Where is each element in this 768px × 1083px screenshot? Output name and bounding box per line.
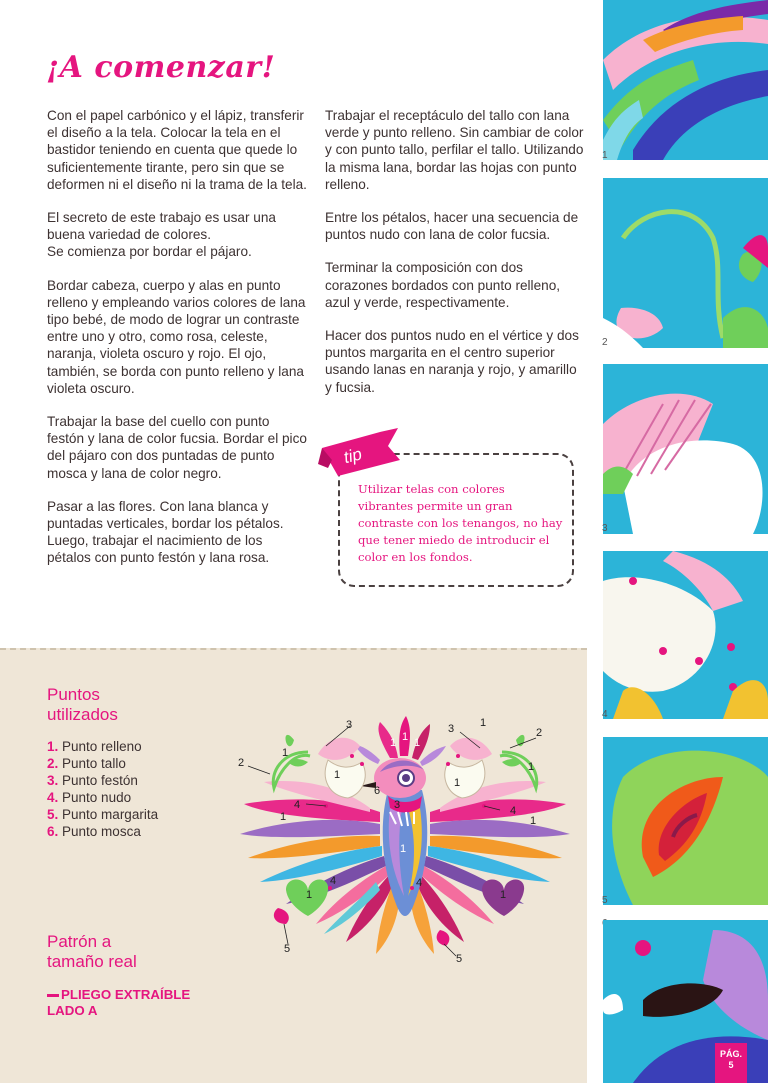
stitches-heading-line2: utilizados	[47, 705, 118, 724]
pattern-heading	[47, 932, 137, 972]
paragraph: El secreto de este trabajo es usar una buena variedad de colores.	[47, 210, 276, 243]
list-item: 6. Punto mosca	[47, 824, 141, 839]
bird-pattern-diagram	[230, 712, 580, 982]
label-4: 4	[510, 805, 517, 817]
label-1: 1	[280, 811, 287, 823]
left-wing	[240, 781, 400, 954]
paragraph: Pasar a las flores. Con lana blanca y puntadas verticales, bordar los pétalos. Luego, trabajar el nacimiento de los pétalos con punto festón y lana rosa.	[47, 498, 284, 566]
paragraph: Se comienza por bordar el pájaro.	[47, 244, 252, 260]
label-1: 1	[500, 889, 507, 901]
right-wing	[410, 781, 570, 954]
label-3: 3	[346, 719, 353, 731]
label-1: 1	[334, 769, 341, 781]
label-2: 2	[238, 757, 245, 769]
list-item: 5. Punto margarita	[47, 807, 159, 822]
label-1: 1	[414, 737, 421, 749]
tip-banner	[318, 426, 408, 482]
photo-number: 5	[602, 895, 608, 906]
photo-2-art	[603, 178, 768, 348]
label-5: 5	[284, 943, 291, 955]
label-1: 1	[282, 747, 289, 759]
right-margarita	[437, 930, 450, 946]
label-1: 1	[528, 761, 535, 773]
pattern-heading-line1: Patrón a	[47, 932, 112, 951]
list-item: 1. Punto relleno	[47, 739, 142, 754]
page-number-tab	[715, 1043, 747, 1083]
pattern-heading-line2: tamaño real	[47, 952, 137, 971]
list-item: 4. Punto nudo	[47, 790, 132, 805]
instructions-column-1	[47, 107, 309, 583]
list-item: 3. Punto festón	[47, 773, 138, 788]
photo-4	[603, 551, 768, 719]
label-5: 5	[456, 953, 463, 965]
label-2: 2	[536, 727, 543, 739]
pattern-insert-note: PLIEGO EXTRAÍBLE LADO A	[47, 987, 191, 1018]
list-item: 2. Punto tallo	[47, 756, 126, 771]
photo-strip	[587, 0, 768, 1083]
tip-label: tip	[341, 444, 364, 468]
label-1: 1	[530, 815, 537, 827]
left-margarita	[274, 908, 289, 924]
paragraph: Hacer dos puntos nudo en el vértice y dos puntos margarita en el centro superior usando lanas en naranja y rojo, y amarillo y fucsia.	[325, 328, 579, 395]
label-4: 4	[416, 877, 423, 889]
photo-number: 4	[602, 709, 608, 720]
instructions-column-2	[325, 107, 587, 412]
paragraph: Terminar la composición con dos corazones bordados con punto relleno, azul y verde, respectivamente.	[325, 260, 561, 310]
photo-1-art	[603, 0, 768, 160]
paragraph: Bordar cabeza, cuerpo y alas en punto relleno y empleando varios colores de lana tipo bebé, de modo de lograr un contraste entre uno y otro, como rosa, celeste, naranja, violeta oscuro y rojo. El ojo, también, se borda con punto relleno y lana violeta oscuro.	[47, 277, 306, 396]
paragraph: Trabajar el receptáculo del tallo con lana verde y punto relleno. Sin cambiar de color y con punto tallo, perfilar el tallo. Utilizando la misma lana, bordar las hojas con punto relleno.	[325, 108, 584, 192]
dash-icon	[47, 994, 59, 997]
label-3: 3	[448, 723, 455, 735]
label-3: 3	[394, 799, 401, 811]
photo-5-art	[603, 737, 768, 905]
photo-number: 1	[602, 150, 608, 161]
page-label: PÁG.	[719, 1049, 742, 1059]
label-4: 4	[330, 875, 337, 887]
photo-number: 2	[602, 337, 608, 348]
label-1: 1	[402, 731, 409, 743]
stitches-heading	[47, 685, 118, 725]
page-number: 5	[728, 1060, 734, 1070]
photo-4-art	[603, 551, 768, 719]
photo-3-art	[603, 364, 768, 534]
label-1: 1	[400, 843, 407, 855]
photo-number: 3	[602, 523, 608, 534]
photo-1	[603, 0, 768, 160]
label-6: 6	[374, 785, 381, 797]
label-4: 4	[294, 799, 301, 811]
photo-5	[603, 737, 768, 905]
paragraph: Entre los pétalos, hacer una secuencia de puntos nudo con lana de color fucsia.	[325, 210, 579, 243]
page-title: ¡A comenzar!	[46, 50, 276, 85]
tip-text: Utilizar telas con colores vibrantes permite un gran contraste con los tenangos, no hay que tener miedo de introducir el color en los fondos.	[358, 482, 563, 564]
bird-head	[360, 758, 426, 798]
label-1: 1	[480, 717, 487, 729]
paragraph: Con el papel carbónico y el lápiz, transferir el diseño a la tela. Colocar la tela en el bastidor teniendo en cuenta que quede lo suficientemente tirante, pero sin que se deformen ni el diseño ni la trama de la tela.	[47, 108, 307, 192]
stitches-heading-line1: Puntos	[47, 685, 100, 704]
label-1: 1	[454, 777, 461, 789]
label-1: 1	[306, 889, 313, 901]
photo-2	[603, 178, 768, 348]
photo-3	[603, 364, 768, 534]
label-1: 1	[390, 737, 397, 749]
stitch-list	[47, 738, 158, 840]
paragraph: Trabajar la base del cuello con punto festón y lana de color fucsia. Bordar el pico del pájaro con dos puntadas de punto mosca y lana de color negro.	[47, 414, 307, 481]
